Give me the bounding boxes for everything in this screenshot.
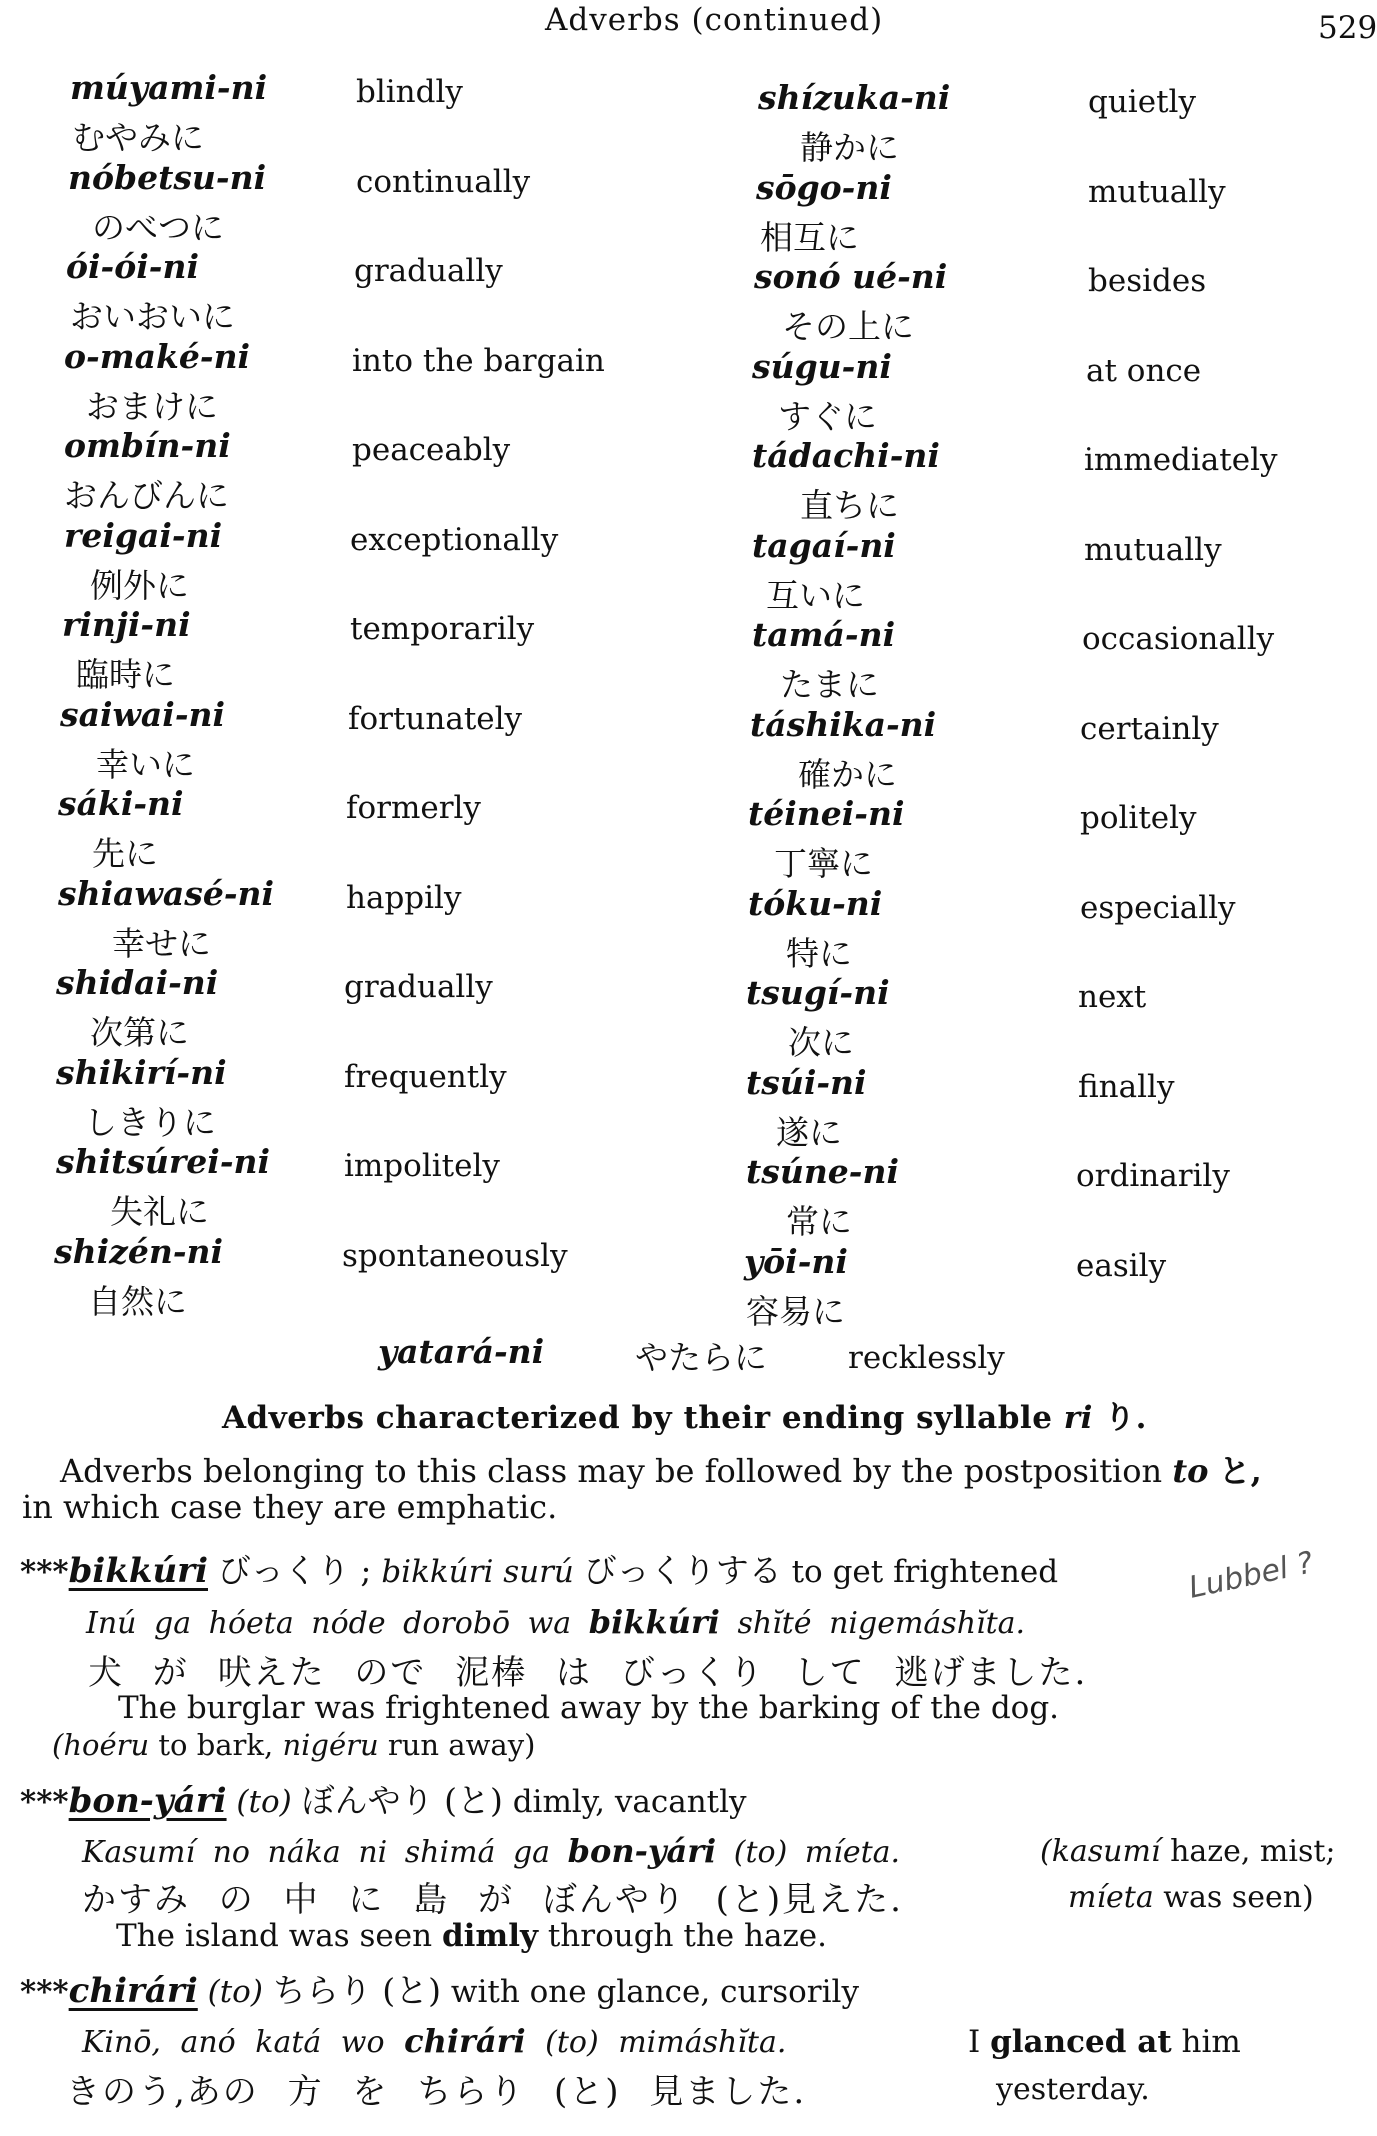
vocab-kana: 例外に xyxy=(90,565,189,605)
vocab-romaji: tagaí-ni xyxy=(752,525,896,565)
vocab-romaji: nóbetsu-ni xyxy=(68,157,267,197)
section-heading-text: Adverbs characterized by their ending syllable xyxy=(222,1400,1053,1436)
vocab-kana: 確かに xyxy=(798,754,897,794)
vocab-romaji: súgu-ni xyxy=(752,346,892,386)
vocab-romaji: ombín-ni xyxy=(64,426,231,465)
vocab-kana: 静かに xyxy=(800,128,899,167)
note-word-1: (hoéru xyxy=(52,1728,150,1762)
example-romaji xyxy=(82,1832,900,1870)
center-entry-romaji: yatará-ni xyxy=(378,1332,545,1371)
intro-line-2: in which case they are emphatic. xyxy=(22,1488,558,1526)
entry-chirari-headline xyxy=(20,1965,859,2012)
vocab-english: at once xyxy=(1086,352,1202,389)
intro-text: Adverbs belonging to this class may be followed by the postposition xyxy=(60,1452,1163,1490)
entry-kana: ぼんやり (と) xyxy=(301,1781,503,1820)
example-romaji-bold: bikkúri xyxy=(588,1603,720,1641)
vocab-kana: おまけに xyxy=(86,386,218,426)
vocab-kana: 常に xyxy=(786,1202,852,1241)
vocab-kana: 相互に xyxy=(760,217,859,257)
entry-paren: (to) xyxy=(207,1974,263,2010)
example-translation xyxy=(116,1918,827,1954)
entry-word: chirári xyxy=(68,1971,198,2011)
vocab-romaji: shitsúrei-ni xyxy=(56,1142,271,1181)
vocab-romaji: tóku-ni xyxy=(748,883,883,923)
vocab-romaji: shikirí-ni xyxy=(56,1052,227,1092)
translation-start: The island was seen xyxy=(116,1918,433,1954)
vocab-romaji: o-maké-ni xyxy=(64,336,251,376)
example-romaji-start: Kinō, anó katá wo xyxy=(82,2025,385,2060)
note-gloss-2: run away) xyxy=(387,1728,536,1762)
example-romaji-start: Kasumí no náka ni shimá ga xyxy=(82,1835,551,1870)
entry-word: bon-yári xyxy=(68,1781,227,1821)
vocab-english: certainly xyxy=(1080,710,1219,747)
vocab-english: gradually xyxy=(344,969,493,1005)
center-entry-english: recklessly xyxy=(848,1340,1005,1376)
vocab-romaji: shiawasé-ni xyxy=(58,873,275,913)
example-romaji-start: Inú ga hóeta nóde dorobō wa xyxy=(86,1606,572,1641)
entry-word: bikkúri xyxy=(68,1551,208,1591)
example-japanese: きのう,あの 方 を ちらり (と) 見ました. xyxy=(66,2072,807,2112)
entry-paren: (to) xyxy=(236,1784,292,1820)
vocab-english: especially xyxy=(1080,889,1236,926)
vocab-kana: 特に xyxy=(786,933,852,973)
vocab-english: happily xyxy=(346,879,462,916)
vocab-romaji: tsugí-ni xyxy=(746,973,890,1012)
example-japanese: 犬 が 吠えた ので 泥棒 は びっくり して 逃げました. xyxy=(88,1653,1088,1693)
vocab-english: next xyxy=(1078,979,1147,1015)
side-note-gloss: was seen) xyxy=(1163,1880,1314,1915)
vocab-english: fortunately xyxy=(348,700,523,737)
vocab-romaji: shidai-ni xyxy=(56,963,219,1002)
vocab-kana: むやみに xyxy=(72,118,204,157)
vocab-romaji: ói-ói-ni xyxy=(66,247,200,286)
vocab-romaji: téinei-ni xyxy=(748,794,905,833)
entry-meaning: dimly, vacantly xyxy=(512,1784,747,1820)
vocab-romaji: shízuka-ni xyxy=(758,78,951,117)
page-number: 529 xyxy=(1318,10,1377,46)
entry-phrase-kana: びっくりする xyxy=(583,1551,782,1590)
vocab-kana: 先に xyxy=(92,834,158,873)
center-entry-kana: やたらに xyxy=(635,1338,767,1377)
vocab-english: ordinarily xyxy=(1076,1158,1230,1194)
vocab-romaji: yōi-ni xyxy=(744,1241,848,1281)
vocab-english: quietly xyxy=(1088,84,1196,120)
intro-to: to xyxy=(1172,1452,1209,1490)
section-heading-kana: り. xyxy=(1104,1400,1147,1436)
example-japanese: かすみ の 中 に 島 が ぼんやり (と)見えた. xyxy=(82,1880,903,1920)
vocab-kana: しきりに xyxy=(84,1102,216,1142)
side-note-1 xyxy=(1040,1834,1336,1869)
vocab-english: frequently xyxy=(344,1058,507,1095)
vocab-english: besides xyxy=(1088,263,1207,299)
note-gloss-1: to bark, xyxy=(158,1728,274,1762)
vocab-english: easily xyxy=(1076,1247,1167,1284)
vocab-english: exceptionally xyxy=(350,521,559,558)
entry-meaning: with one glance, cursorily xyxy=(450,1974,859,2010)
vocab-english: gradually xyxy=(354,253,503,289)
side-note-word: (kasumí xyxy=(1040,1834,1161,1869)
example-translation: The burglar was frightened away by the barking of the dog. xyxy=(118,1690,1060,1726)
vocab-romaji: saiwai-ni xyxy=(60,694,226,734)
example-romaji-end: (to) míeta. xyxy=(733,1835,901,1870)
example-note xyxy=(52,1728,535,1762)
note-word-2: nigéru xyxy=(282,1728,379,1762)
vocab-romaji: tsúne-ni xyxy=(746,1152,900,1191)
vocab-kana: 互いに xyxy=(766,575,865,615)
entry-stars: *** xyxy=(20,1554,69,1590)
vocab-kana: 幸いに xyxy=(96,744,195,784)
page-header-title: Adverbs (continued) xyxy=(545,2,884,38)
vocab-english: temporarily xyxy=(350,611,535,647)
side-note-text-end: him xyxy=(1181,2024,1241,2060)
side-note-bold: glanced at xyxy=(990,2024,1172,2060)
side-note-text: I xyxy=(968,2024,981,2060)
vocab-romaji: sōgo-ni xyxy=(756,167,892,207)
vocab-romaji: shizén-ni xyxy=(54,1231,224,1271)
margin-handwriting: Lubbel ? xyxy=(1185,1545,1317,1606)
vocab-kana: おんびんに xyxy=(64,476,229,515)
vocab-kana: 丁寧に xyxy=(774,844,873,883)
vocab-romaji: reigai-ni xyxy=(64,515,223,555)
vocab-kana: 失礼に xyxy=(110,1192,209,1231)
intro-to-kana: と, xyxy=(1218,1452,1262,1490)
vocab-english: formerly xyxy=(346,790,481,826)
vocab-english: occasionally xyxy=(1082,621,1275,657)
translation-bold: dimly xyxy=(441,1918,538,1954)
vocab-romaji: rinji-ni xyxy=(62,605,191,644)
vocab-kana: 幸せに xyxy=(112,923,211,963)
vocab-english: continually xyxy=(356,163,531,200)
vocab-romaji: sonó ué-ni xyxy=(754,257,948,296)
section-heading xyxy=(222,1392,1147,1437)
vocab-english: mutually xyxy=(1084,531,1222,568)
example-romaji-bold: chirári xyxy=(404,2022,526,2060)
entry-phrase: bikkúri surú xyxy=(381,1554,574,1590)
entry-meaning: to get frightened xyxy=(791,1554,1059,1590)
side-note-2 xyxy=(1068,1880,1314,1915)
vocab-english: blindly xyxy=(356,74,463,110)
section-heading-ri: ri xyxy=(1063,1400,1093,1436)
example-romaji xyxy=(82,2022,786,2060)
example-romaji-end: (to) mimáshĭta. xyxy=(545,2025,787,2060)
side-note-1 xyxy=(968,2024,1241,2060)
example-romaji-end: shĭté nigemáshĭta. xyxy=(737,1606,1026,1641)
side-note-word: míeta xyxy=(1068,1880,1154,1915)
vocab-english: impolitely xyxy=(344,1148,500,1184)
example-romaji xyxy=(86,1603,1025,1641)
entry-bonyari-headline xyxy=(20,1775,747,1822)
vocab-english: politely xyxy=(1080,800,1197,836)
vocab-romaji: tádachi-ni xyxy=(752,436,940,475)
vocab-kana: たまに xyxy=(780,665,879,704)
vocab-kana: のべつに xyxy=(92,207,224,247)
vocab-kana: 容易に xyxy=(746,1291,845,1331)
translation-end: through the haze. xyxy=(547,1918,827,1954)
vocab-kana: おいおいに xyxy=(70,297,235,336)
intro-line-1 xyxy=(60,1446,1262,1492)
vocab-kana: 自然に xyxy=(88,1281,187,1321)
vocab-kana: 次第に xyxy=(90,1013,189,1052)
vocab-kana: 臨時に xyxy=(76,655,175,694)
vocab-english: immediately xyxy=(1084,442,1278,478)
entry-stars: *** xyxy=(20,1974,69,2010)
vocab-english: into the bargain xyxy=(352,342,605,379)
vocab-kana: その上に xyxy=(782,307,914,346)
entry-stars: *** xyxy=(20,1784,69,1820)
vocab-kana: 次に xyxy=(788,1023,854,1062)
side-note-gloss: haze, mist; xyxy=(1170,1834,1336,1869)
vocab-english: mutually xyxy=(1088,173,1226,210)
entry-kana: ちらり (と) xyxy=(272,1971,442,2010)
vocab-romaji: múyami-ni xyxy=(70,68,268,107)
vocab-english: spontaneously xyxy=(342,1237,568,1274)
vocab-kana: 直ちに xyxy=(800,486,899,525)
vocab-romaji: táshika-ni xyxy=(750,704,937,744)
vocab-kana: すぐに xyxy=(778,396,877,436)
side-note-2: yesterday. xyxy=(996,2072,1150,2107)
vocab-kana: 遂に xyxy=(776,1112,842,1152)
example-romaji-bold: bon-yári xyxy=(567,1832,717,1870)
entry-bikkuri-headline xyxy=(20,1545,1058,1592)
vocab-english: peaceably xyxy=(352,432,511,468)
vocab-english: finally xyxy=(1078,1068,1175,1105)
vocab-romaji: sáki-ni xyxy=(58,784,184,823)
vocab-romaji: tamá-ni xyxy=(752,615,896,654)
entry-kana: びっくり ; xyxy=(217,1551,372,1590)
vocab-romaji: tsúi-ni xyxy=(746,1062,867,1102)
